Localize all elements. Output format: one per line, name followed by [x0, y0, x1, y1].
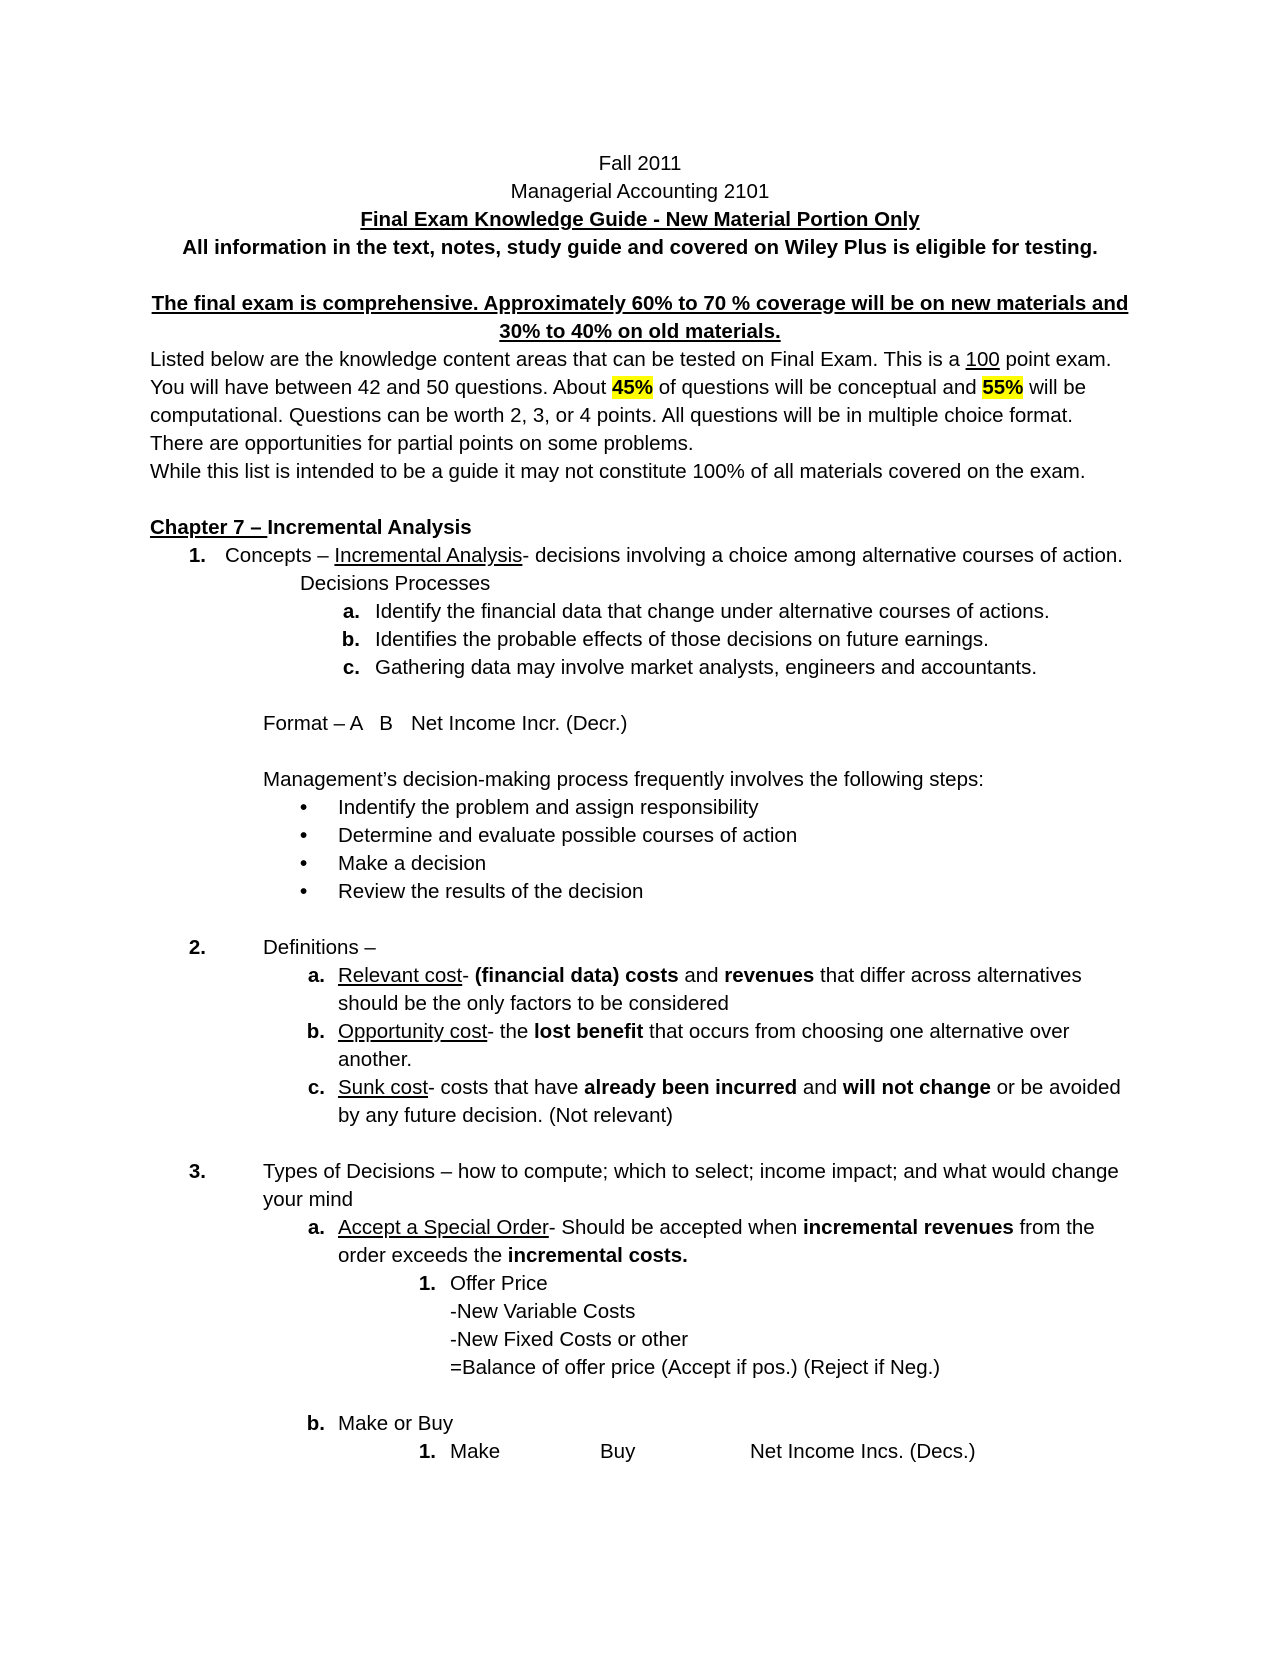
special-order: a. Accept a Special Order- Should be accepted when incremental revenues from the order exceeds the incremental costs.	[307, 1216, 1095, 1267]
item-3	[150, 1158, 1130, 1214]
step-item: • Make a decision	[300, 852, 487, 875]
process-a: a. Identify the financial data that change under alternative courses of actions.	[342, 600, 1050, 623]
item-2	[150, 934, 1130, 962]
item-2-number: 2.	[188, 936, 206, 959]
item-1: 1. Concepts – Incremental Analysis- decisions involving a choice among alternative courses of action.	[150, 542, 1130, 570]
decision-types-heading: Types of Decisions – how to compute; which to select; income impact; and what would change your mind	[263, 1160, 1119, 1211]
intro-paragraph: Listed below are the knowledge content areas that can be tested on Final Exam. This is a 100 point exam. You will have between 42 and 50 questions. About 45% of questions will be conceptual and 55% will be computational. Questions can be worth 2, 3, or 4 points. All questions will be in multiple choice format. There are opportunities for partial points on some problems.	[150, 348, 1112, 455]
step-item: • Indentify the problem and assign responsibility	[300, 796, 759, 819]
definition-relevant-cost: a. Relevant cost- (financial data) costs and revenues that differ across alternatives should be the only factors to be considered	[307, 964, 1082, 1015]
eligibility-note: All information in the text, notes, study guide and covered on Wiley Plus is eligible for testing.	[182, 236, 1098, 259]
make-or-buy: b. Make or Buy	[306, 1412, 454, 1435]
incremental-analysis-term: Incremental Analysis	[334, 544, 523, 567]
term: Fall 2011	[598, 152, 682, 175]
step-item: • Determine and evaluate possible courses of action	[300, 824, 798, 847]
disclaimer-paragraph: While this list is intended to be a guide it may not constitute 100% of all materials covered on the exam.	[150, 460, 1086, 483]
process-b: b. Identifies the probable effects of those decisions on future earnings.	[341, 628, 989, 651]
total-points: 100	[965, 348, 1000, 371]
format-line: Format – A B Net Income Incr. (Decr.)	[263, 712, 628, 735]
process-c: c. Gathering data may involve market analysts, engineers and accountants.	[342, 656, 1038, 679]
definitions-heading: Definitions –	[263, 936, 376, 959]
steps-heading: Management’s decision-making process frequently involves the following steps:	[263, 768, 984, 791]
comprehensive-note-line2: 30% to 40% on old materials.	[499, 320, 781, 343]
step-item: • Review the results of the decision	[300, 880, 644, 903]
chapter-heading: Chapter 7 – Incremental Analysis	[150, 516, 472, 539]
computational-percent: 55%	[982, 376, 1024, 399]
item-1-number: 1.	[188, 544, 206, 567]
make-or-buy-format: 1. Make Buy Net Income Incs. (Decs.)	[418, 1440, 976, 1463]
document-page	[150, 150, 1130, 1466]
course-title: Managerial Accounting 2101	[510, 180, 770, 203]
item-3-number: 3.	[188, 1160, 206, 1183]
definition-sunk-cost: c. Sunk cost- costs that have already been incurred and will not change or be avoided by any future decision. (Not relevant)	[307, 1076, 1121, 1127]
conceptual-percent: 45%	[611, 376, 654, 399]
comprehensive-note-line1: The final exam is comprehensive. Approximately 60% to 70 % coverage will be on new materials and	[151, 292, 1129, 315]
decision-processes-heading: Decisions Processes	[300, 572, 491, 595]
special-order-computation: 1. Offer Price -New Variable Costs -New Fixed Costs or other =Balance of offer price (Accept if pos.) (Reject if Neg.)	[418, 1272, 941, 1379]
guide-title: Final Exam Knowledge Guide - New Material Portion Only	[360, 208, 920, 231]
definition-opportunity-cost: b. Opportunity cost- the lost benefit that occurs from choosing one alternative over another.	[306, 1020, 1070, 1071]
